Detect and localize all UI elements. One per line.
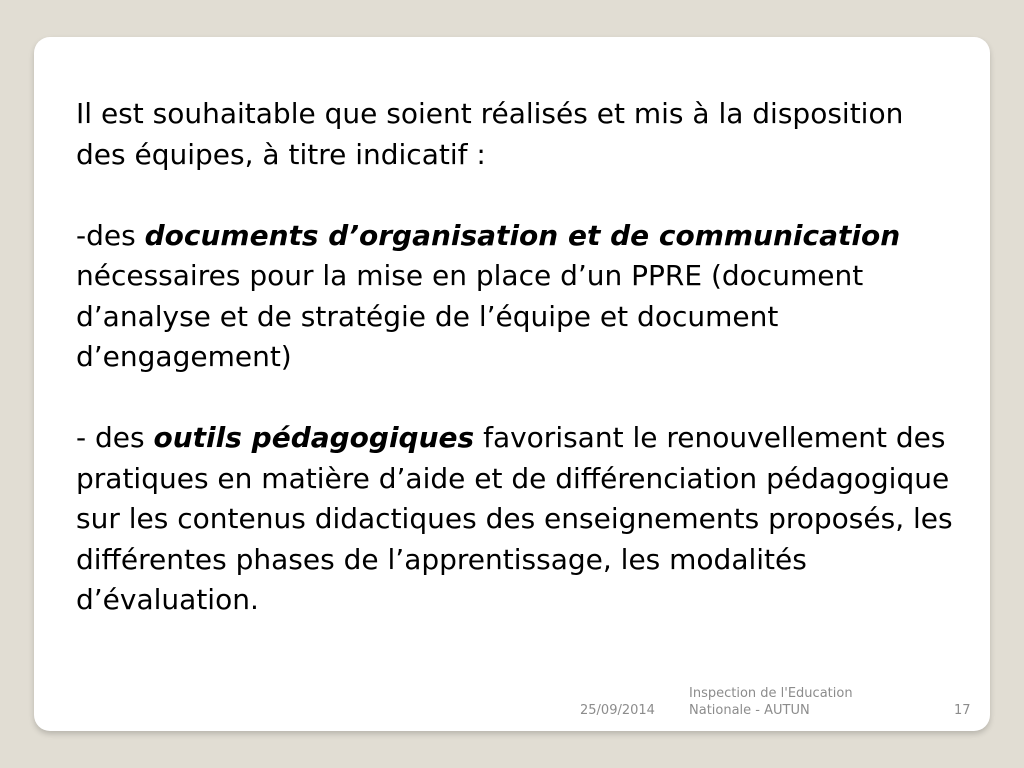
item-outils-text: favorisant le renouvellement des pratiques en matière d’aide et de différenciation pédagogique sur les contenus didactiques des enseignements proposés, les différentes phases de l’apprentissage, les modalités d’évaluation.	[76, 421, 953, 616]
intro-paragraph: Il est souhaitable que soient réalisés et mis à la disposition des équipes, à titre indicatif :	[76, 97, 904, 171]
paragraph-spacer	[76, 175, 956, 216]
paragraph-spacer	[76, 378, 956, 419]
item-documents-emphasis: documents d’organisation et de communication	[144, 218, 901, 252]
item-outils	[76, 418, 956, 621]
item-documents	[76, 216, 956, 378]
item-documents-text: nécessaires pour la mise en place d’un PPRE (document d’analyse et de stratégie de l’équipe et document d’engagement)	[76, 259, 864, 373]
footer-date: 25/09/2014	[580, 703, 655, 718]
slide-body	[76, 94, 956, 621]
page-number: 17	[954, 703, 971, 718]
item-documents-prefix: -des	[76, 218, 145, 252]
item-outils-prefix: - des	[76, 421, 154, 454]
footer-text: Inspection de l'Education Nationale - AUTUN	[689, 686, 853, 718]
slide-card	[34, 37, 990, 731]
item-outils-emphasis: outils pédagogiques	[153, 421, 475, 454]
